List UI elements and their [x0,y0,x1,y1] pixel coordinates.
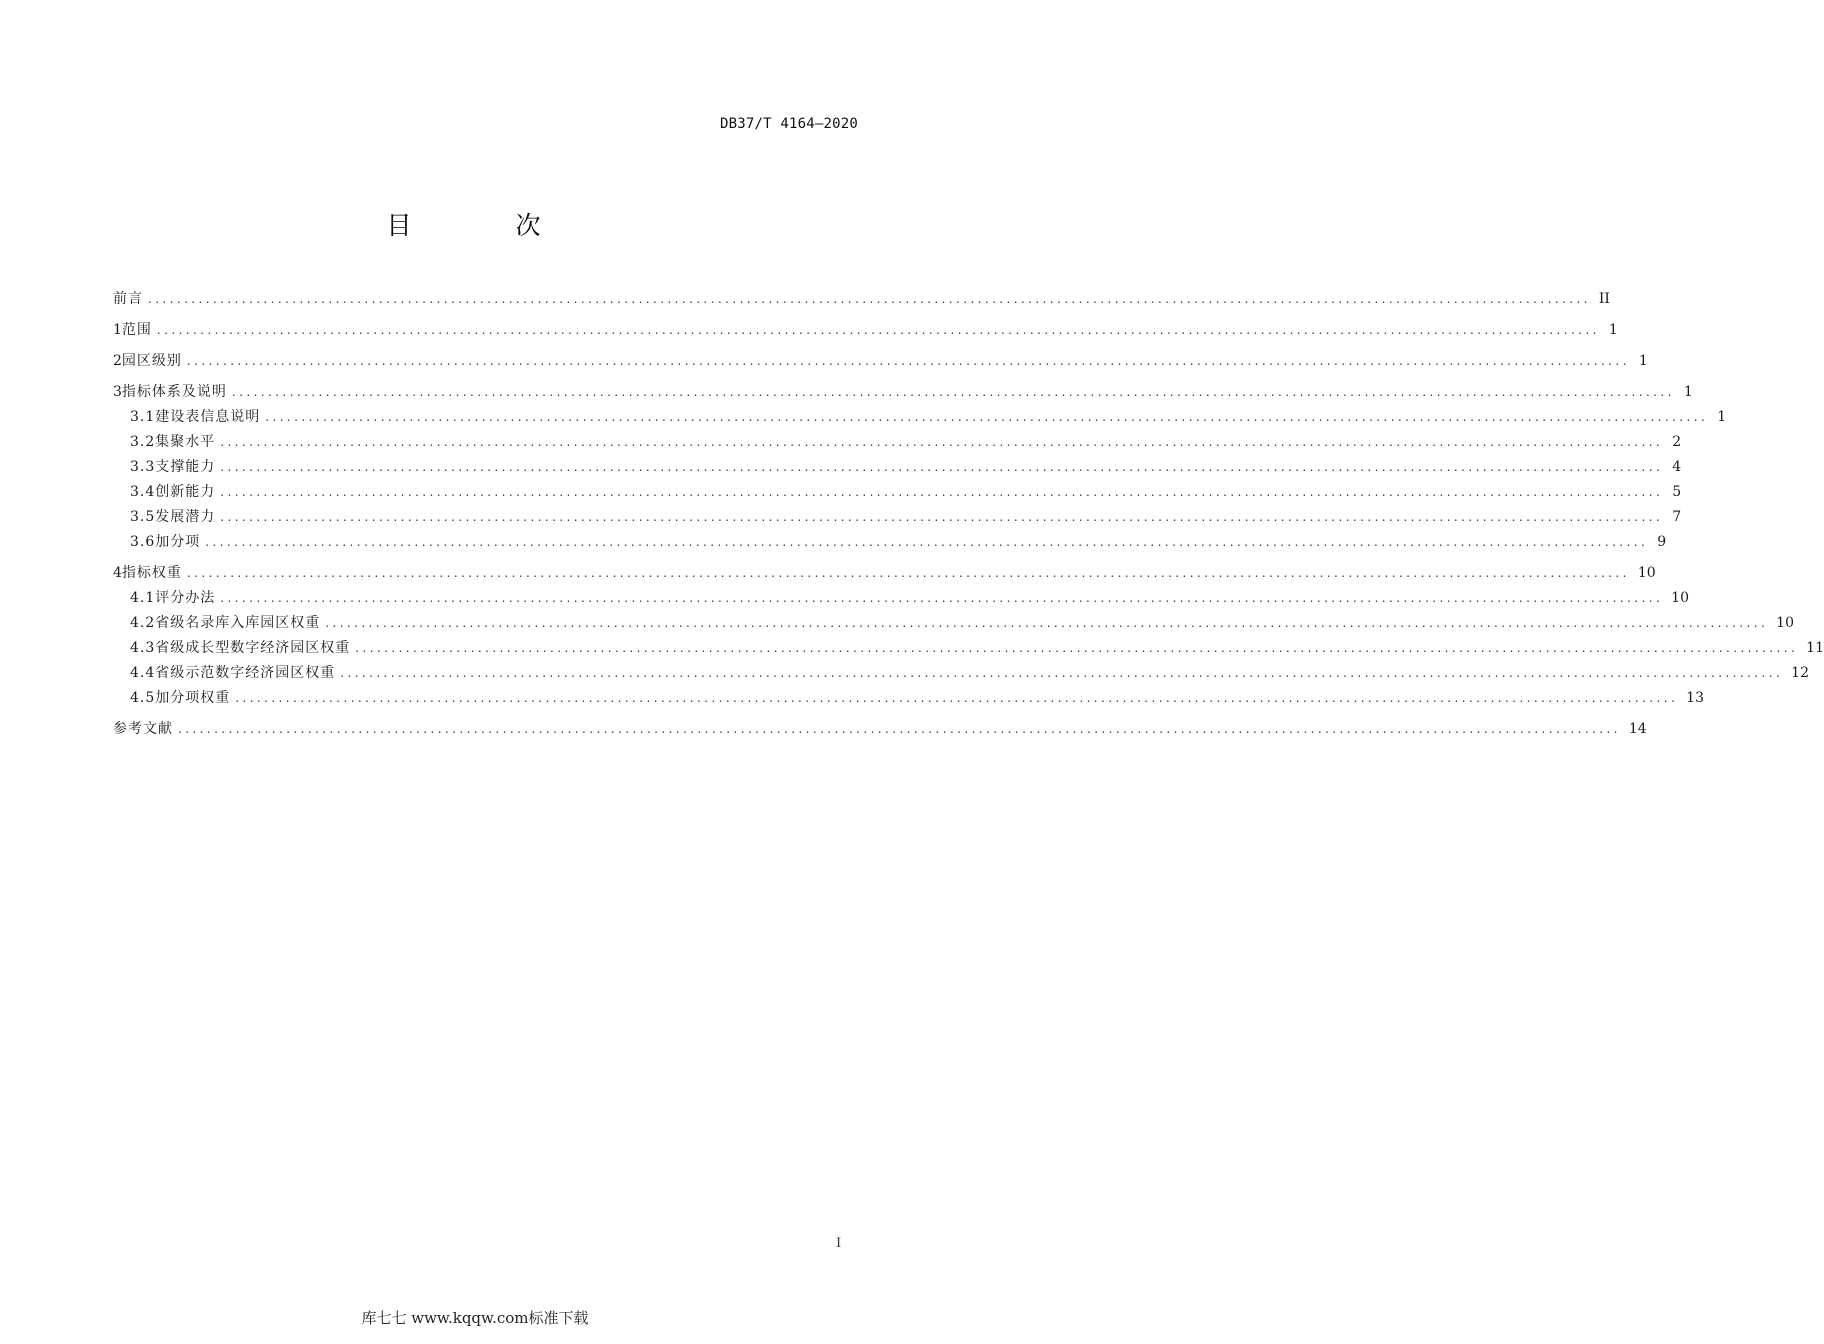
toc-entry[interactable] [113,505,1682,530]
toc-entry-page: 10 [1671,590,1689,606]
toc-entry-number: 3.1 [130,409,156,425]
toc-entry-number: 4 [113,565,122,581]
toc-entry-page: 1 [1608,322,1618,338]
toc-entry[interactable] [113,318,1618,343]
toc-leader-dots: ........................................................................................................................................................................................................ [340,666,1784,680]
toc-entry-label: 支撑能力 [155,459,216,475]
toc-leader-dots: ........................................................................................................................................................................................................ [325,616,1769,630]
toc-leader-dots: ........................................................................................................................................................................................................ [231,385,1675,399]
toc-entry-label: 指标体系及说明 [121,384,227,400]
toc-entry-page: 1 [1683,384,1693,400]
toc-leader-dots: ........................................................................................................................................................................................................ [186,566,1630,580]
toc-leader-dots: ........................................................................................................................................................................................................ [220,591,1664,605]
toc-entry[interactable] [113,455,1682,480]
toc-entry-label: 创新能力 [155,484,216,500]
toc-entry-label: 省级名录库入库园区权重 [155,615,321,631]
toc-leader-dots: ........................................................................................................................................................................................................ [220,510,1664,524]
toc-leader-dots: ........................................................................................................................................................................................................ [220,485,1664,499]
page-number: I [836,1236,842,1251]
toc-leader-dots: ........................................................................................................................................................................................................ [235,691,1679,705]
toc-entry-label: 评分办法 [155,590,216,606]
toc-entry-page: 1 [1638,353,1648,369]
toc-entry[interactable] [113,717,1647,742]
toc-entry-page: 4 [1672,459,1682,475]
toc-entry-number: 4.5 [130,690,156,706]
toc-entry-number: 3 [113,384,122,400]
toc-entry-label: 建设表信息说明 [155,409,261,425]
toc-entry[interactable] [113,611,1794,636]
toc-entry-label: 范围 [121,322,152,338]
toc-entry[interactable] [113,586,1689,611]
toc-entry-page: 13 [1686,690,1704,706]
toc-entry[interactable] [113,405,1727,430]
table-of-contents [113,287,1824,742]
toc-entry-number: 3.3 [130,459,156,475]
toc-entry-page: 7 [1672,509,1682,525]
toc-leader-dots: ........................................................................................................................................................................................................ [220,435,1664,449]
toc-entry-number: 3.6 [130,534,156,550]
toc-leader-dots: ........................................................................................................................................................................................................ [265,410,1709,424]
toc-entry[interactable] [113,349,1648,374]
toc-entry[interactable] [113,636,1824,661]
toc-entry-page: 10 [1776,615,1794,631]
toc-entry-number: 4.1 [130,590,156,606]
toc-entry[interactable] [113,661,1809,686]
toc-entry-number: 4.2 [130,615,156,631]
toc-entry-number: 4.4 [130,665,156,681]
toc-entry-page: 9 [1657,534,1667,550]
toc-entry[interactable] [113,480,1682,505]
page-title: 目 次 [386,211,589,240]
toc-entry[interactable] [113,380,1693,405]
toc-entry-number: 3.2 [130,434,156,450]
toc-entry[interactable] [113,530,1667,555]
toc-entry-number: 3.5 [130,509,156,525]
toc-leader-dots: ........................................................................................................................................................................................................ [148,292,1591,306]
toc-entry-page: 11 [1806,640,1824,656]
toc-entry[interactable] [113,430,1682,455]
toc-entry-page: 14 [1628,721,1647,737]
watermark-text: 库七七 www.kqqw.com标准下载 [361,1309,589,1327]
toc-entry-number: 1 [113,322,122,338]
toc-entry-label: 省级成长型数字经济园区权重 [155,640,351,656]
toc-entry-label: 前言 [113,291,143,307]
toc-leader-dots: ........................................................................................................................................................................................................ [355,641,1799,655]
toc-leader-dots: ........................................................................................................................................................................................................ [220,460,1664,474]
toc-leader-dots: ........................................................................................................................................................................................................ [156,323,1600,337]
toc-entry[interactable] [113,287,1610,312]
toc-entry-page: II [1598,291,1610,307]
toc-entry[interactable] [113,686,1704,711]
toc-entry[interactable] [113,561,1656,586]
toc-entry-label: 加分项 [155,534,201,550]
toc-entry-label: 发展潜力 [155,509,216,525]
toc-entry-label: 集聚水平 [155,434,216,450]
toc-entry-page: 10 [1637,565,1656,581]
toc-entry-label: 参考文献 [113,721,173,737]
toc-entry-page: 1 [1717,409,1727,425]
toc-entry-label: 园区级别 [121,353,182,369]
toc-entry-number: 3.4 [130,484,156,500]
toc-entry-label: 加分项权重 [155,690,231,706]
toc-leader-dots: ........................................................................................................................................................................................................ [186,354,1630,368]
toc-entry-page: 2 [1672,434,1682,450]
toc-entry-number: 4.3 [130,640,156,656]
toc-entry-number: 2 [113,353,122,369]
standard-code: DB37/T 4164—2020 [719,116,858,132]
toc-leader-dots: ........................................................................................................................................................................................................ [178,722,1621,736]
toc-entry-label: 省级示范数字经济园区权重 [155,665,336,681]
toc-entry-label: 指标权重 [121,565,182,581]
toc-leader-dots: ........................................................................................................................................................................................................ [205,535,1649,549]
toc-entry-page: 12 [1791,665,1809,681]
toc-entry-page: 5 [1672,484,1682,500]
